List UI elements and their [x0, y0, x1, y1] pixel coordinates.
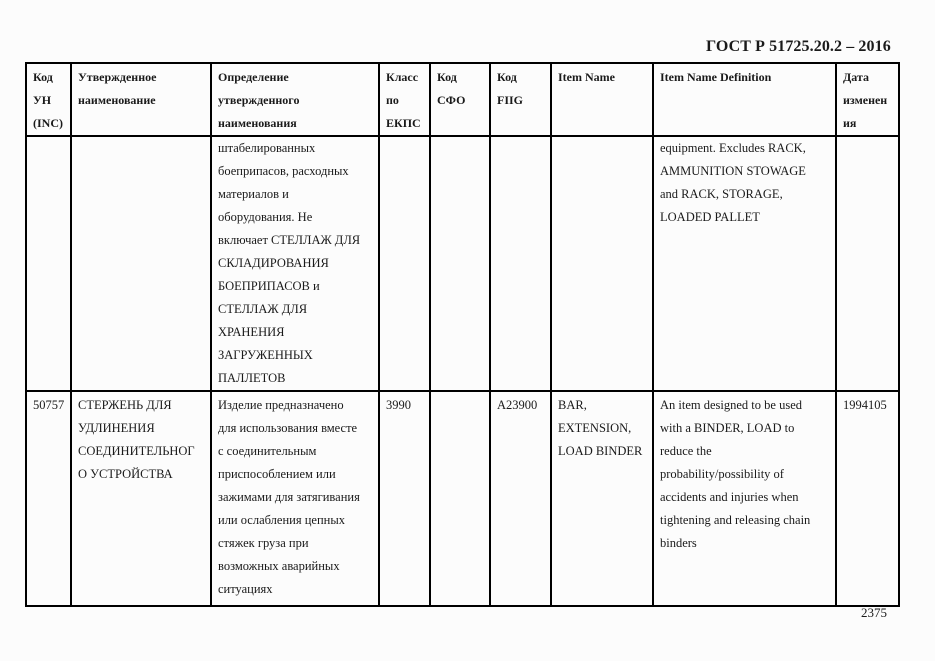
cell-approved-name — [71, 136, 211, 391]
cell-inc — [26, 136, 71, 391]
cell-ekps-class: 3990 — [379, 391, 430, 606]
cell-item-name-definition: An item designed to be used with a BINDER, LOAD to reduce the probability/possibility of accidents and injuries when tightening and releasing chain binders — [653, 391, 836, 606]
table-row-continuation — [26, 136, 899, 391]
cell-fiig-code — [490, 136, 551, 391]
header-sfo-code: Код СФО — [430, 63, 490, 136]
header-item-name: Item Name — [551, 63, 653, 136]
header-fiig-code: Код FIIG — [490, 63, 551, 136]
item-names-table — [25, 62, 900, 607]
header-definition: Определение утвержденного наименования — [211, 63, 379, 136]
cell-approved-name: СТЕРЖЕНЬ ДЛЯ УДЛИНЕНИЯ СОЕДИНИТЕЛЬНОГ О УСТРОЙСТВА — [71, 391, 211, 606]
cell-inc: 50757 — [26, 391, 71, 606]
cell-item-name — [551, 136, 653, 391]
document-title: ГОСТ Р 51725.20.2 – 2016 — [706, 38, 891, 55]
table-row — [26, 391, 899, 606]
cell-ekps-class — [379, 136, 430, 391]
header-item-name-definition: Item Name Definition — [653, 63, 836, 136]
cell-change-date: 1994105 — [836, 391, 899, 606]
cell-definition: штабелированных боеприпасов, расходных материалов и оборудования. Не включает СТЕЛЛАЖ ДЛЯ СКЛАДИРОВАНИЯ БОЕПРИПАСОВ и СТЕЛЛАЖ ДЛЯ ХРАНЕНИЯ ЗАГРУЖЕННЫХ ПАЛЛЕТОВ — [211, 136, 379, 391]
header-ekps-class: Класс по ЕКПС — [379, 63, 430, 136]
cell-sfo-code — [430, 136, 490, 391]
cell-fiig-code: A23900 — [490, 391, 551, 606]
cell-sfo-code — [430, 391, 490, 606]
cell-item-name: BAR, EXTENSION, LOAD BINDER — [551, 391, 653, 606]
header-inc: Код УН (INC) — [26, 63, 71, 136]
header-approved-name: Утвержденное наименование — [71, 63, 211, 136]
cell-definition: Изделие предназначено для использования вместе с соединительным приспособлением или зажимами для затягивания или ослабления цепных стяжек груза при возможных аварийных ситуациях — [211, 391, 379, 606]
cell-item-name-definition: equipment. Excludes RACK, AMMUNITION STOWAGE and RACK, STORAGE, LOADED PALLET — [653, 136, 836, 391]
header-change-date: Дата изменен ия — [836, 63, 899, 136]
cell-change-date — [836, 136, 899, 391]
table-header-row — [26, 63, 899, 136]
page-number: 2375 — [861, 605, 887, 620]
